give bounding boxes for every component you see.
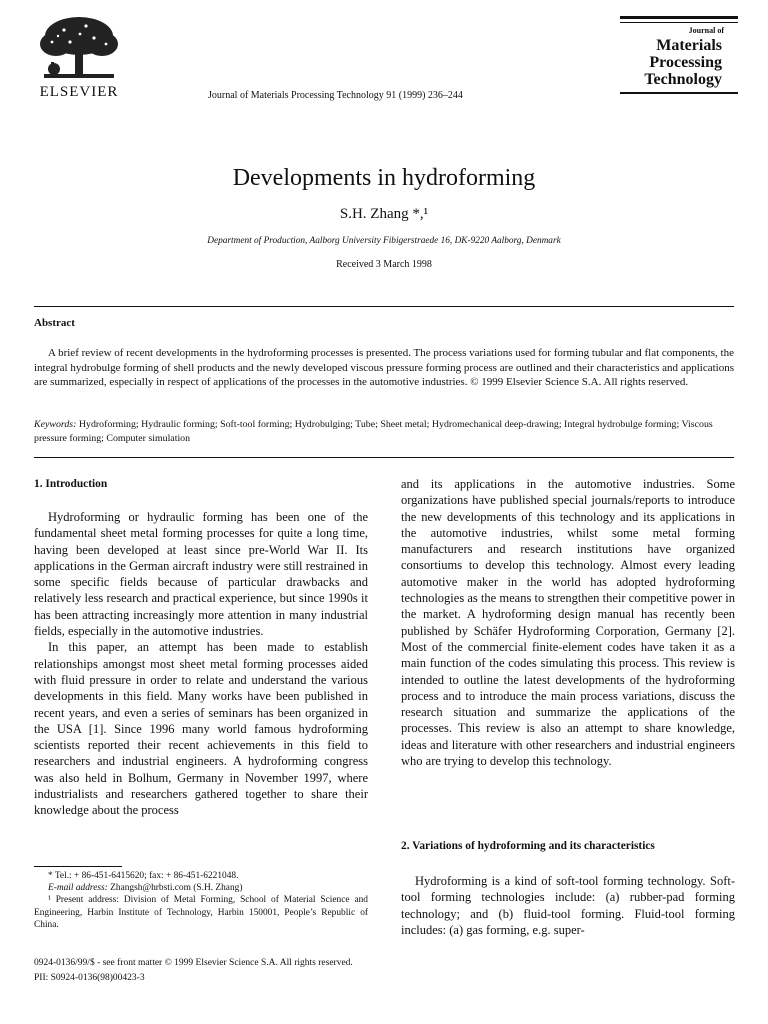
journal-logo-line4: Technology: [644, 71, 722, 88]
copyright-meta: [34, 956, 353, 986]
journal-logo: [620, 16, 738, 94]
journal-citation: Journal of Materials Processing Technology 91 (1999) 236–244: [208, 90, 463, 101]
paragraph: In this paper, an attempt has been made to establish relationships amongst most sheet metal forming processes aided with fluid pressure in order to relate and understand the various developments in this field. Many works have been published in recent years, and even a series of seminars has been organized in the USA [1]. Since 1996 many world famous hydroforming scientists reported their recent achievements in this field to researchers and industrial engineers. A hydroforming congress was also held in Bolhum, Germany in November 1997, where industrialists and researchers gathered together to share their knowledge about the process: [34, 640, 368, 818]
section-heading-variations: 2. Variations of hydroforming and its characteristics: [401, 840, 655, 852]
paragraph: Hydroforming is a kind of soft-tool forming technology. Soft-tool forming technologies include: (a) rubber-pad forming technology; and (b) fluid-tool forming. Fluid-tool forming includes: (a) gas forming, e.g. super-: [401, 874, 735, 937]
keywords: [34, 418, 734, 445]
left-column: [34, 509, 368, 819]
pii-line: PII: S0924-0136(98)00423-3: [34, 973, 145, 983]
author-affiliation: Department of Production, Aalborg University Fibigerstraede 16, DK-9220 Aalborg, Denmark: [207, 236, 561, 246]
footnote-divider: [34, 866, 122, 867]
paragraph: and its applications in the automotive industries. Some organizations have published special journals/reports to introduce the new developments of this technology and its applications in the automotive industries, whilst some metal forming manufacturers and research institutions have organized consortiums to develop this technology. Almost every leading automotive maker in the world has adopted hydroforming technologies as the means to strengthen their competitive power in the market. A hydroforming design manual has recently been published by Schäfer Hydroforming Corporation, Germany [2]. Most of the commercial finite-element codes have taken it as a main function of the codes simulating this process. This review is intended to outline the latest developments of the hydroforming process and to introduce the main process variations, discuss the research situation and summarize the applications of the processes. This review is also an attempt to share knowledge, ideas and literature with other researchers and industrial engineers who are trying to develop this technology.: [401, 477, 735, 769]
footnotes: [34, 870, 368, 931]
footnote-contact: * Tel.: + 86-451-6415620; fax: + 86-451-6221048.: [48, 871, 239, 881]
abstract-body: A brief review of recent developments in the hydroforming processes is presented. The process variations used for forming tubular and flat components, the integral hydrobulge forming of shell products and the newly developed viscous pressure forming process are outlined and their characteristics and applications are summarized, especially in respect of applications of the processes in the automotive industries. © 1999 Elsevier Science S.A. All rights reserved.: [34, 347, 734, 389]
divider-abstract: [34, 457, 734, 458]
footnote-email: [34, 882, 368, 894]
keywords-label: Keywords:: [34, 419, 77, 430]
article-title: Developments in hydroforming: [232, 165, 536, 191]
publisher-name: ELSEVIER: [39, 84, 119, 100]
footnote-present-address: ¹ Present address: Division of Metal Forming, School of Material Science and Engineering, Harbin Institute of Technology, Harbin 150001, People’s Republic of China.: [34, 895, 368, 930]
divider-top: [34, 306, 734, 307]
front-matter-line: 0924-0136/99/$ - see front matter © 1999 Elsevier Science S.A. All rights reserved.: [34, 958, 353, 968]
email-label: E-mail address:: [48, 883, 108, 894]
author-line: S.H. Zhang *,¹: [339, 206, 429, 222]
received-date: Received 3 March 1998: [336, 259, 432, 270]
right-column: [401, 476, 735, 769]
journal-logo-line2: Materials: [656, 37, 722, 54]
paragraph: Hydroforming or hydraulic forming has been one of the fundamental sheet metal forming processes for quite a long time, having been developed at least since pre-World War II. Its applications in the German aircraft industry were still restrained in some specific fields because of particular drawbacks and relatively less research and practical experience, but since 1990s it has been attracting increasingly more attention in many industrial fields, especially in the automotive industries.: [34, 510, 368, 639]
section-heading-introduction: 1. Introduction: [34, 478, 108, 490]
right-column-section2: [401, 873, 735, 938]
abstract-heading: Abstract: [34, 317, 75, 329]
keywords-list: Hydroforming; Hydraulic forming; Soft-tool forming; Hydrobulging; Tube; Sheet metal; Hydromechanical deep-drawing; Integral hydrobulge forming; Viscous pressure forming; Computer simulation: [34, 419, 713, 444]
email-address: Zhangsh@hrbsti.com (S.H. Zhang): [107, 883, 243, 894]
journal-logo-line1: Journal of: [688, 26, 724, 35]
journal-logo-line3: Processing: [649, 54, 722, 71]
